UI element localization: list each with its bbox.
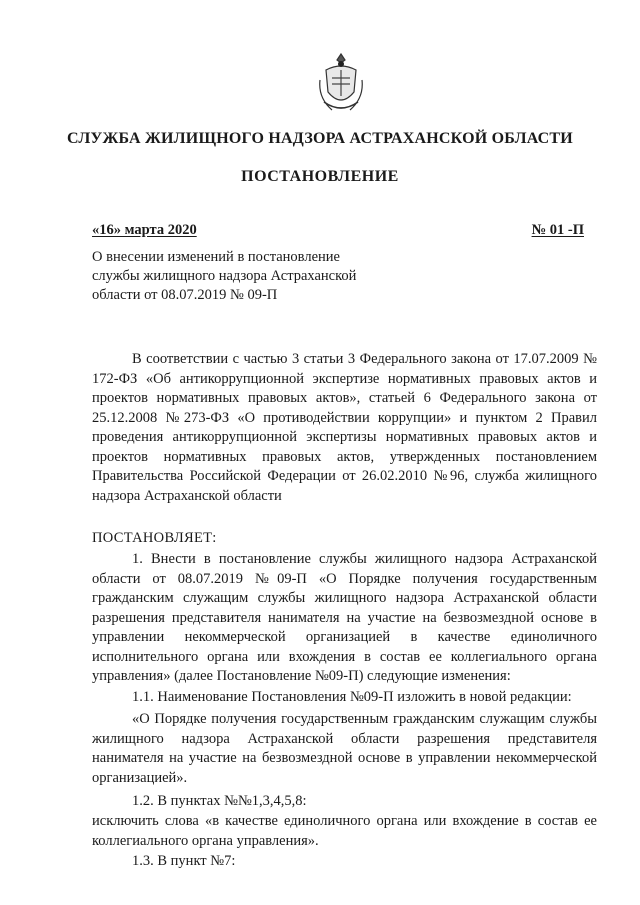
item-1-paragraph: 1. Внести в постановление службы жилищного надзора Астраханской области от 08.07.2019 №09-П «О Порядке получения государственным гражданским служащим службы жилищного надзора Астраханской области разрешения представителя нанимателя на участие на безвозмездной основе в управлении некоммерческой организацией в качестве единоличного исполнительного органа или вхождения в состав ее коллегиального органа управления» (далее Постановление №09-П) следующие изменения: <box>92 551 597 684</box>
item-1-3-paragraph: 1.3. В пункт №7: <box>132 853 236 869</box>
subject-line: службы жилищного надзора Астраханской <box>92 268 357 284</box>
document-number: № 01 -П <box>531 222 584 238</box>
document-date: «16» марта 2020 <box>92 222 197 238</box>
item-1-2-paragraph: 1.2. В пунктах №№1,3,4,5,8: <box>132 793 307 809</box>
item-1-2-text: исключить слова «в качестве единоличного органа или вхождение в состав ее коллегиального органа управления». <box>92 813 597 849</box>
document-subject <box>92 248 392 305</box>
document-type: ПОСТАНОВЛЕНИЕ <box>241 168 399 185</box>
item-1-1-quote: «О Порядке получения государственным гражданским служащим службы жилищного надзора Астраханской области разрешения представителя нанимателя на участие на безвозмездной основе в управлении некоммерческой организацией». <box>92 711 597 786</box>
item-1-1-paragraph: 1.1. Наименование Постановления №09-П изложить в новой редакции: <box>132 689 572 705</box>
coat-of-arms-icon <box>318 52 364 114</box>
decree-word: ПОСТАНОВЛЯЕТ: <box>92 530 217 546</box>
subject-line: О внесении изменений в постановление <box>92 249 340 265</box>
preamble-paragraph: В соответствии с частью 3 статьи 3 Федерального закона от 17.07.2009 № 172-ФЗ «Об антикоррупционной экспертизе нормативных правовых актов и проектов нормативных правовых актов», статьей 6 Федерального закона от 25.12.2008 №273-ФЗ «О противодействии коррупции» и пунктом 2 Правил проведения антикоррупционной экспертизы нормативных правовых актов и проектов нормативных правовых актов, утвержденных постановлением Правительства Российской Федерации от 26.02.2010 №96, служба жилищного надзора Астраханской области <box>92 351 597 504</box>
organization-title: СЛУЖБА ЖИЛИЩНОГО НАДЗОРА АСТРАХАНСКОЙ ОБЛАСТИ <box>67 130 573 147</box>
subject-line: области от 08.07.2019 № 09-П <box>92 287 278 303</box>
